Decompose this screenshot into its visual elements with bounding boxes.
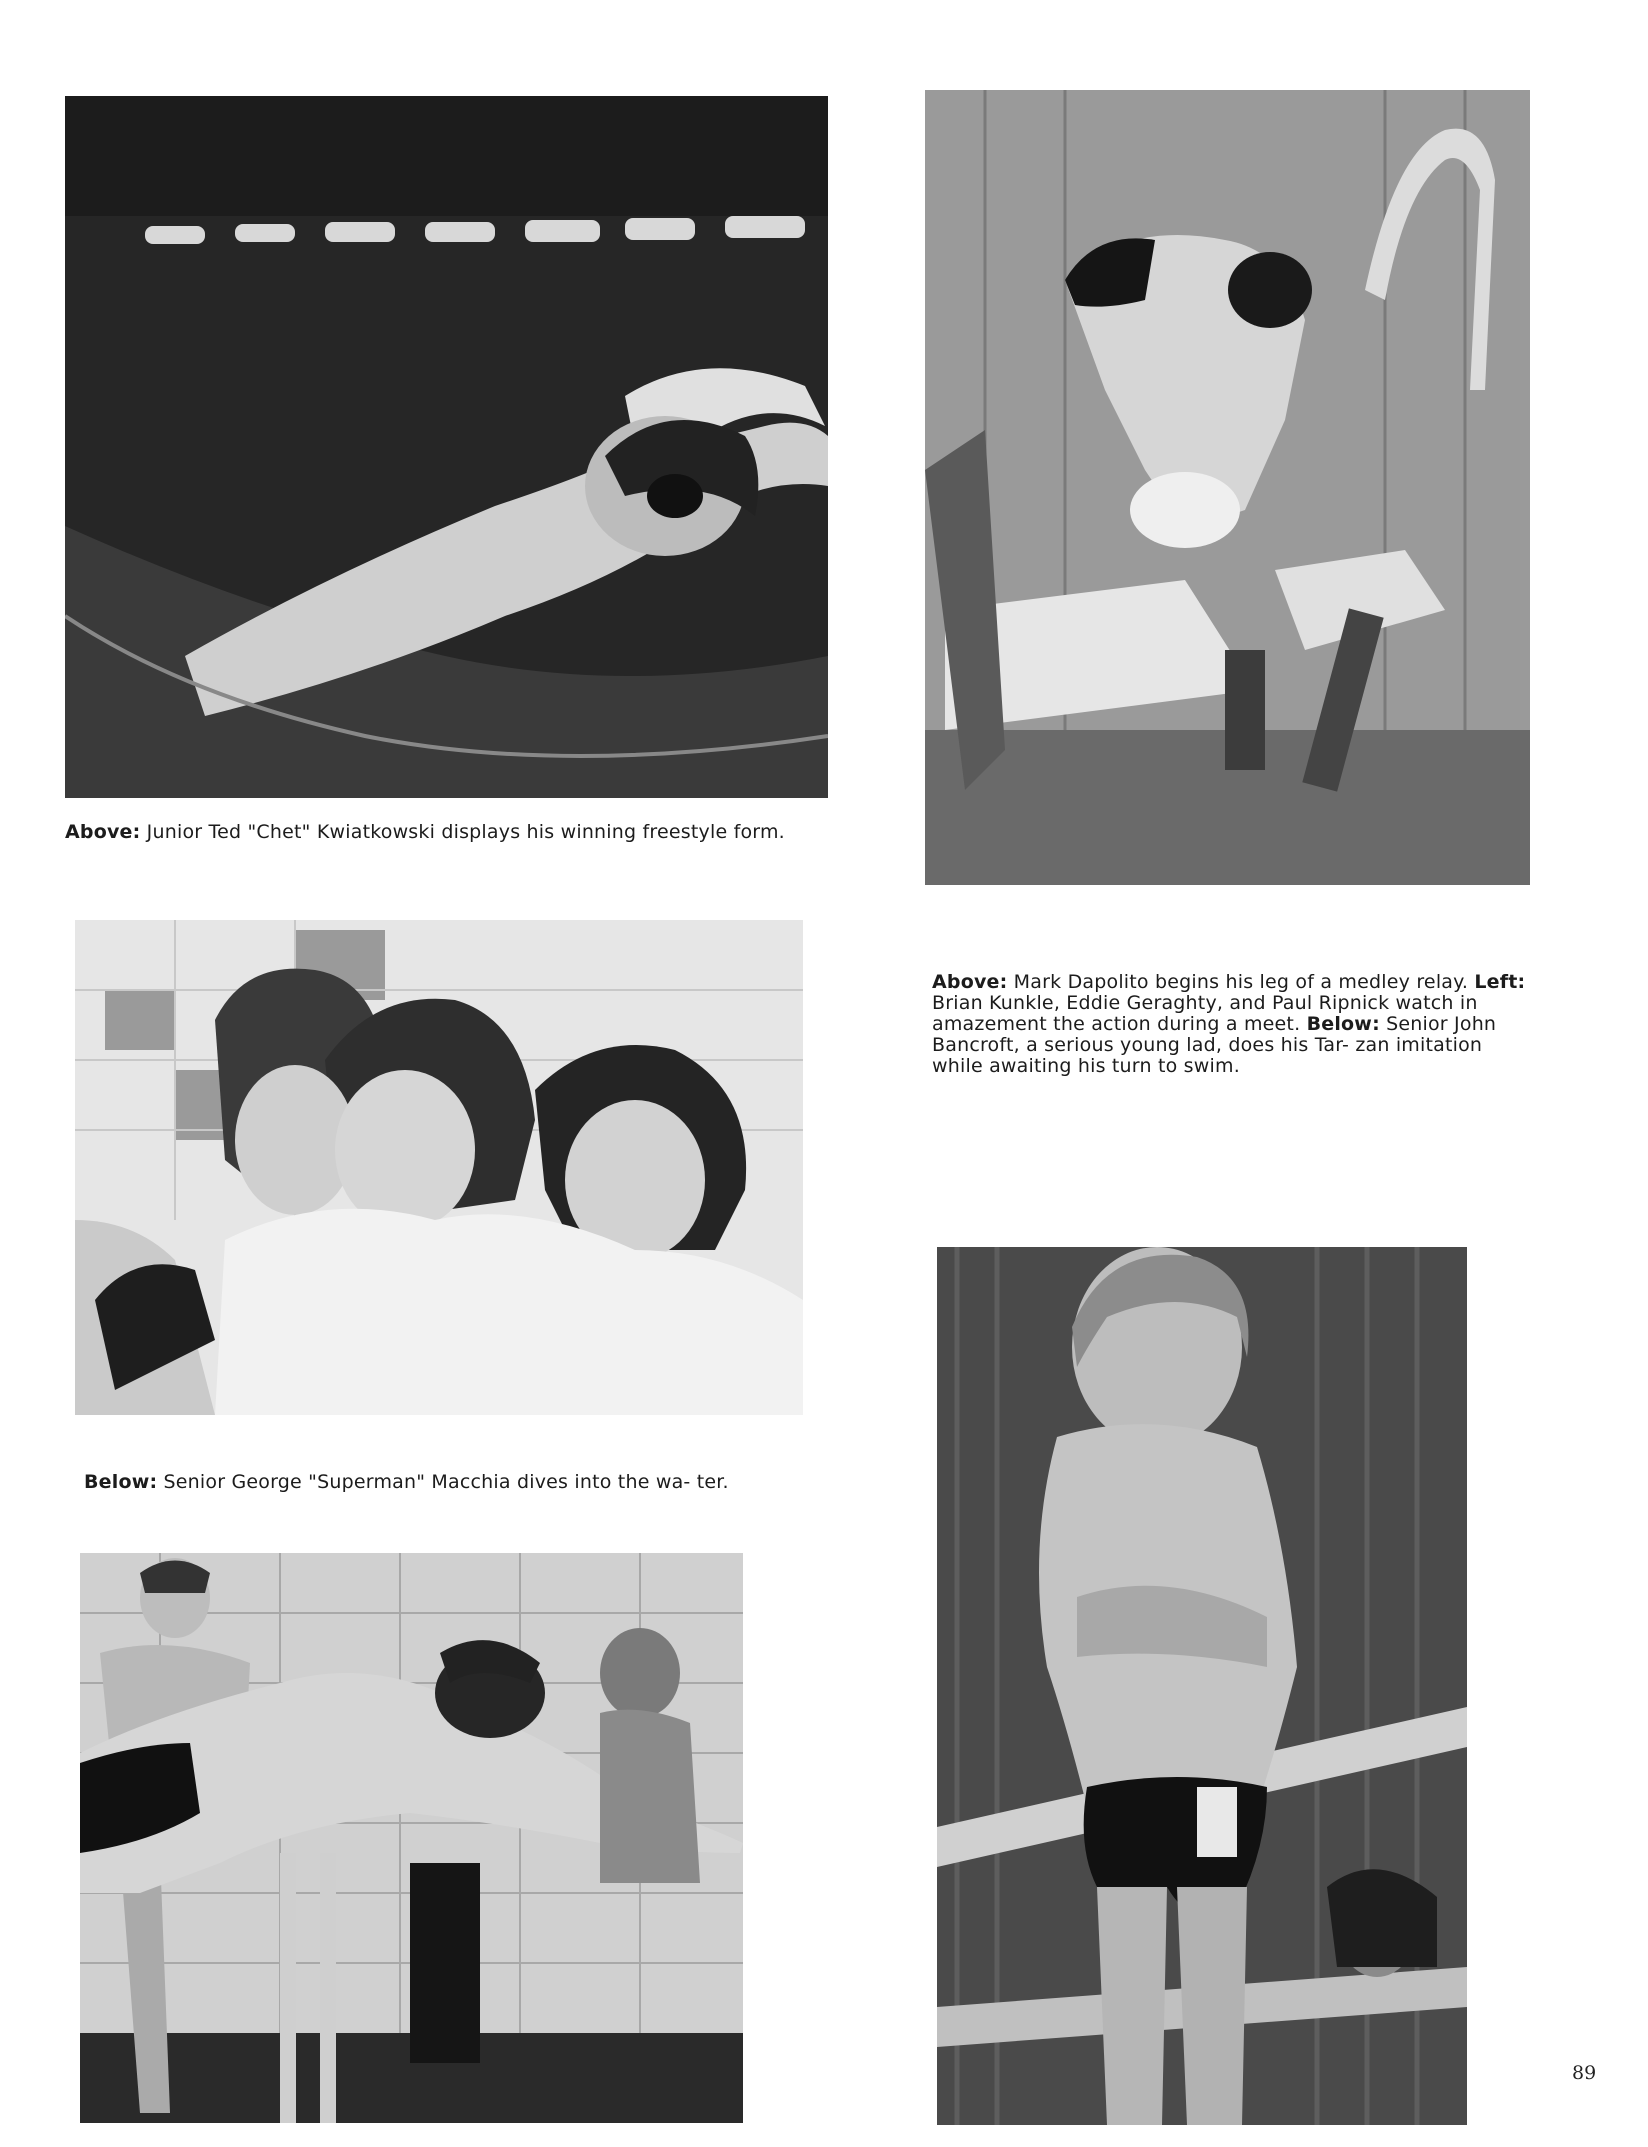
caption-label-left: Left: (1474, 971, 1526, 993)
photo-relay-start (925, 90, 1530, 885)
caption-block-right (932, 972, 1532, 1077)
page-number: 89 (1572, 2062, 1597, 2084)
caption-label-below: Below: (1306, 1013, 1380, 1035)
caption-dive (84, 1472, 764, 1493)
caption-text-below: Senior John Bancroft, a serious young lad, does his Tar- zan imitation while awaiting his turn to swim. (932, 1013, 1497, 1077)
photo-freestyle-swimmer (65, 96, 828, 798)
photo-superman-dive (80, 1553, 743, 2123)
photo-three-spectators (75, 920, 803, 1415)
caption-freestyle (65, 822, 865, 843)
caption-text: Junior Ted "Chet" Kwiatkowski displays his winning freestyle form. (140, 821, 785, 843)
photo-tarzan-imitation (937, 1247, 1467, 2125)
caption-text: Senior George "Superman" Macchia dives into the wa- ter. (157, 1471, 729, 1493)
caption-label-above: Above: (932, 971, 1008, 993)
caption-label: Below: (84, 1471, 158, 1493)
caption-text-above: Mark Dapolito begins his leg of a medley relay. (1007, 971, 1469, 993)
caption-text-left: Brian Kunkle, Eddie Geraghty, and Paul Ripnick watch in amazement the action during a meet. (932, 992, 1478, 1035)
caption-label: Above: (65, 821, 141, 843)
